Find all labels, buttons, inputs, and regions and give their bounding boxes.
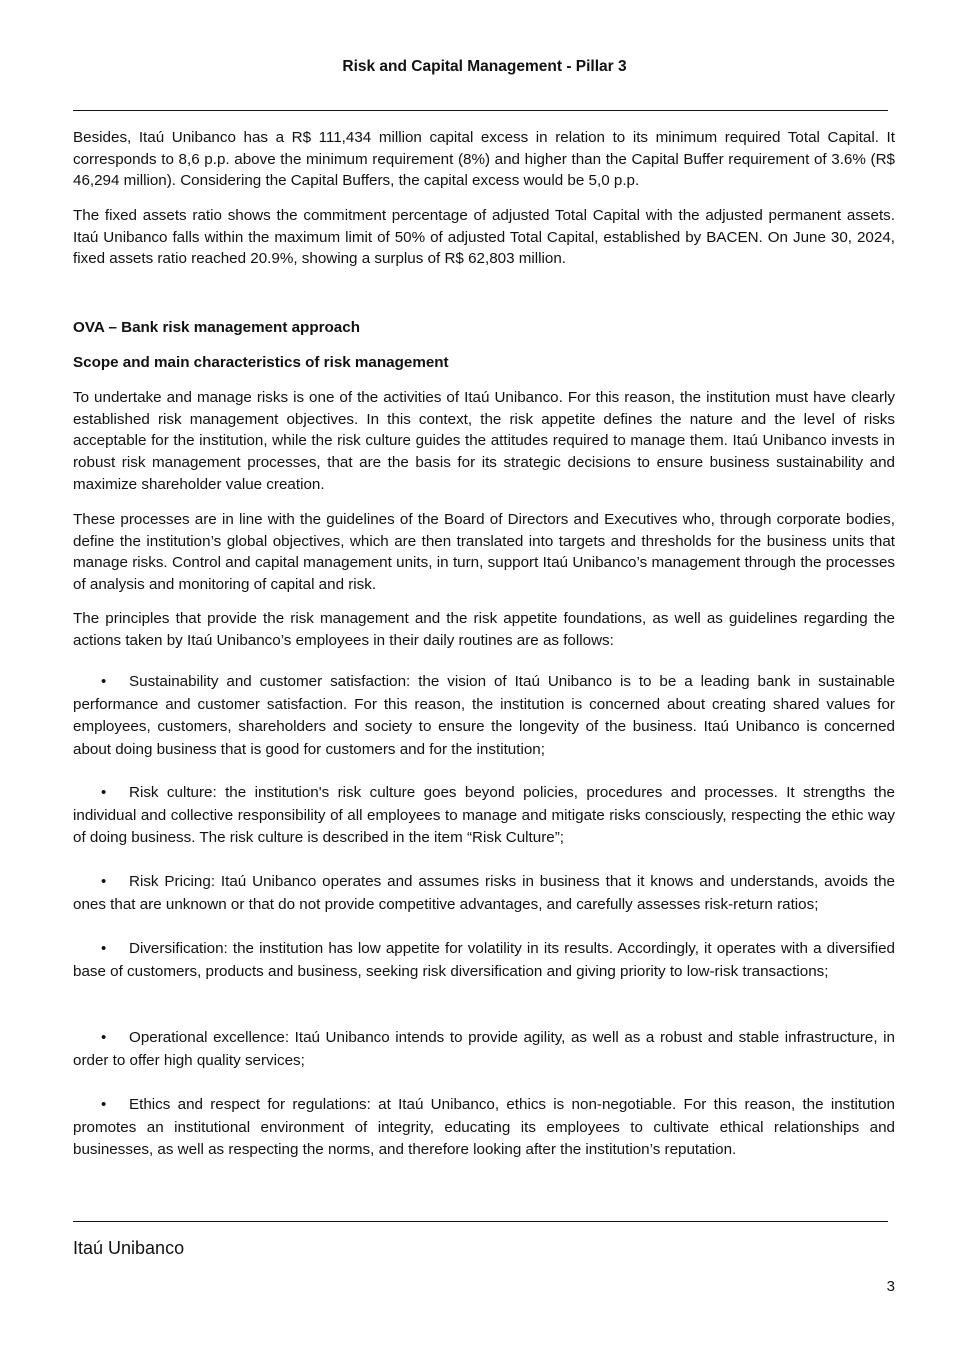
bullet-text: Operational excellence: Itaú Unibanco intends to provide agility, as well as a robust and stable infrastructure, in order to offer high quality services; [73, 1029, 895, 1069]
bullet-risk-pricing [73, 871, 895, 916]
bullet-risk-culture [73, 782, 895, 850]
bullet-text: Risk culture: the institution's risk culture goes beyond policies, procedures and processes. It strengths the individual and collective responsibility of all employees to manage and mitigate risks consciously, respecting the ethic way of doing business. The risk culture is described in the item “Risk Culture”; [73, 784, 895, 846]
paragraph-principles: The principles that provide the risk management and the risk appetite foundations, as well as guidelines regarding the actions taken by Itaú Unibanco’s employees in their daily routines are as follows: [73, 610, 895, 649]
page-number: 3 [886, 1278, 895, 1295]
header-divider [73, 110, 888, 111]
section-heading: OVA – Bank risk management approach [73, 319, 360, 336]
footer-divider [73, 1221, 888, 1222]
bullet-text: Ethics and respect for regulations: at Itaú Unibanco, ethics is non-negotiable. For this reason, the institution promotes an institutional environment of integrity, educating its employees to cultivate ethical relationships and businesses, as well as respecting the norms, and therefore looking after the institution’s reputation. [73, 1096, 895, 1158]
paragraph-capital-excess: Besides, Itaú Unibanco has a R$ 111,434 million capital excess in relation to its minimum required Total Capital. It corresponds to 8,6 p.p. above the minimum requirement (8%) and higher than the Capital Buffer requirement of 3.6% (R$ 46,294 million). Considering the Capital Buffers, the capital excess would be 5,0 p.p. [73, 129, 895, 190]
bullet-ethics [73, 1094, 895, 1162]
bullet-icon: • [101, 940, 107, 957]
subsection-heading: Scope and main characteristics of risk management [73, 354, 449, 371]
bullet-icon: • [101, 1029, 107, 1046]
bullet-icon: • [101, 873, 107, 890]
bullet-icon: • [101, 673, 107, 690]
bullet-text: Sustainability and customer satisfaction: the vision of Itaú Unibanco is to be a leading bank in sustainable performance and customer satisfaction. For this reason, the institution is concerned about creating shared values for employees, customers, shareholders and society to ensure the longevity of the business. Itaú Unibanco is concerned about doing business that is good for customers and for the institution; [73, 673, 895, 758]
paragraph-processes: These processes are in line with the guidelines of the Board of Directors and Executives who, through corporate bodies, define the institution’s global objectives, which are then translated into targets and thresholds for the business units that manage risks. Control and capital management units, in turn, support Itaú Unibanco’s management through the processes of analysis and monitoring of capital and risk. [73, 511, 895, 594]
bullet-text: Risk Pricing: Itaú Unibanco operates and assumes risks in business that it knows and understands, avoids the ones that are unknown or that do not provide competitive advantages, and carefully assesses risk-return ratios; [73, 873, 895, 913]
bullet-text: Diversification: the institution has low appetite for volatility in its results. Accordingly, it operates with a diversified base of customers, products and business, seeking risk diversification and giving priority to low-risk transactions; [73, 940, 895, 980]
bullet-operational-excellence [73, 1027, 895, 1072]
bullet-icon: • [101, 1096, 107, 1113]
bullet-icon: • [101, 784, 107, 801]
bullet-diversification [73, 938, 895, 983]
bullet-sustainability [73, 671, 895, 761]
footer-company-name: Itaú Unibanco [73, 1238, 185, 1258]
paragraph-risk-objectives: To undertake and manage risks is one of the activities of Itaú Unibanco. For this reason, the institution must have clearly established risk management objectives. In this context, the risk appetite defines the nature and the level of risks acceptable for the institution, while the risk culture guides the attitudes required to manage them. Itaú Unibanco invests in robust risk management processes, that are the basis for its strategic decisions to ensure business sustainability and maximize shareholder value creation. [73, 389, 895, 493]
page-header-title: Risk and Capital Management - Pillar 3 [342, 58, 627, 75]
paragraph-fixed-assets: The fixed assets ratio shows the commitment percentage of adjusted Total Capital with the adjusted permanent assets. Itaú Unibanco falls within the maximum limit of 50% of adjusted Total Capital, established by BACEN. On June 30, 2024, fixed assets ratio reached 20.9%, showing a surplus of R$ 62,803 million. [73, 207, 895, 268]
